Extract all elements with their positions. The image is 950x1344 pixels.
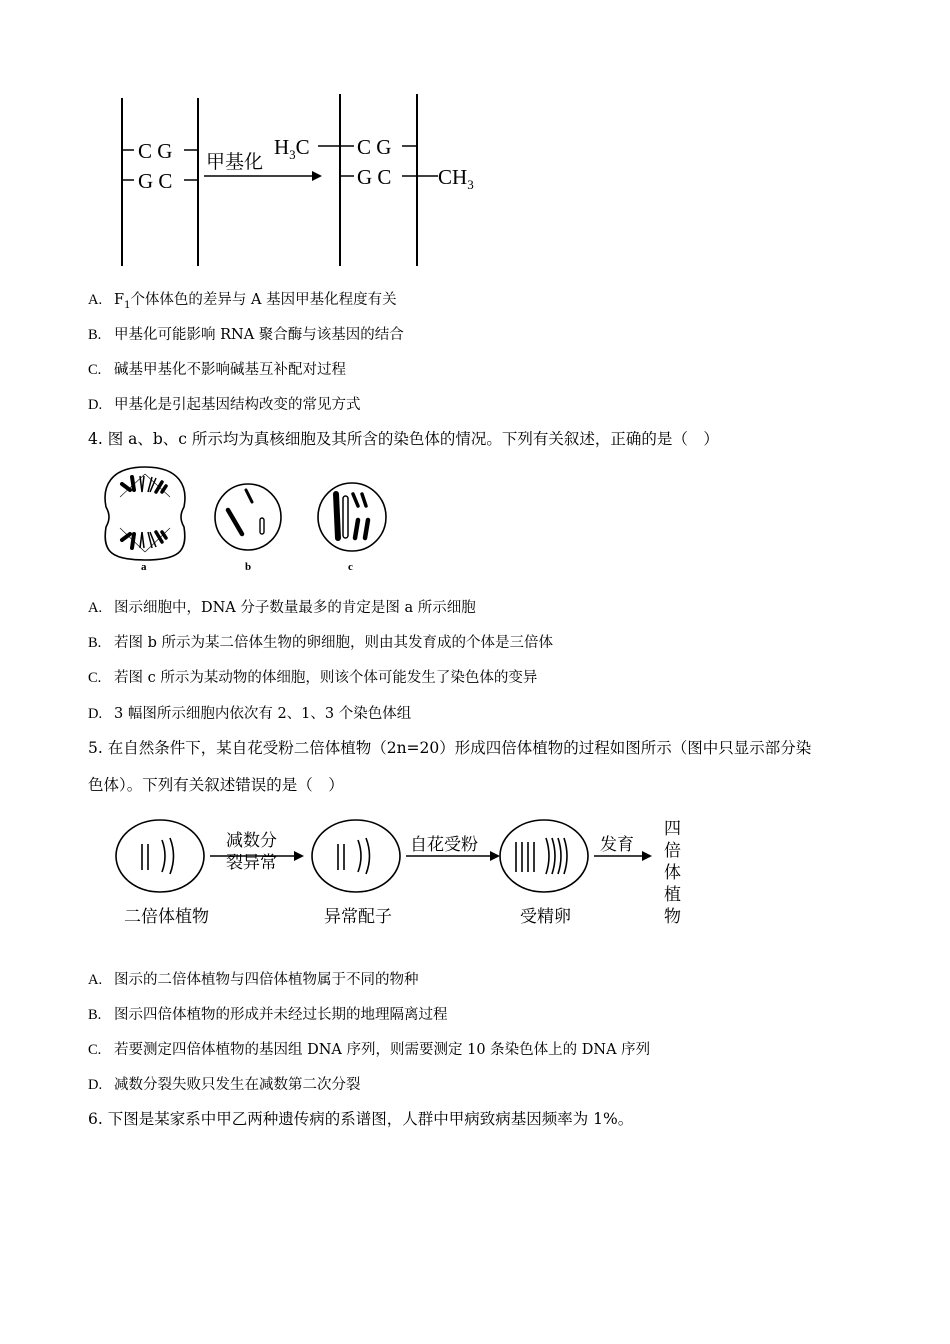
q5-stem-line2: 色体）。下列有关叙述错误的是（ ） bbox=[88, 776, 344, 794]
arrow3-label: 发育 bbox=[600, 835, 634, 855]
q5-option-c: C. 若要测定四倍体植物的基因组 DNA 序列，则需要测定 10 条染色体上的 DNA 序列 bbox=[88, 1042, 651, 1058]
gamete-chromosomes bbox=[338, 838, 370, 874]
cell-c-chromosome-5 bbox=[355, 520, 358, 538]
diploid-label: 二倍体植物 bbox=[124, 907, 209, 927]
cell-c-chromosome-6 bbox=[365, 520, 368, 538]
cell-b-chromosome-short-1 bbox=[246, 490, 252, 502]
q3-option-b: B. 甲基化可能影响 RNA 聚合酶与该基因的结合 bbox=[88, 327, 404, 343]
arrow1-line1: 减数分 bbox=[226, 831, 277, 851]
arrow2-label: 自花受粉 bbox=[410, 835, 478, 855]
zygote-cell bbox=[500, 820, 588, 892]
right-pair-bottom: G C bbox=[357, 165, 392, 189]
q4-cell-figure bbox=[100, 462, 400, 574]
zygote-chromosomes bbox=[516, 838, 567, 874]
q5-process-figure bbox=[110, 812, 700, 934]
fig-label-c: c bbox=[348, 561, 353, 573]
q4-stem: 4. 图 a、b、c 所示均为真核细胞及其所含的染色体的情况。下列有关叙述，正确的是（ ） bbox=[88, 430, 719, 448]
cell-c-chromosome-4 bbox=[362, 494, 366, 506]
cell-c-chromosome-1 bbox=[336, 494, 338, 538]
q5-stem-line1: 5. 在自然条件下，某自花受粉二倍体植物（2n=20）形成四倍体植物的过程如图所示（图中只显示部分染 bbox=[88, 739, 812, 757]
q3-option-d: D. 甲基化是引起基因结构改变的常见方式 bbox=[88, 397, 361, 413]
q5-option-a: A. 图示的二倍体植物与四倍体植物属于不同的物种 bbox=[88, 972, 419, 988]
ch3-group: $CH_3$ bbox=[438, 165, 474, 192]
methylation-diagram bbox=[100, 88, 500, 273]
diploid-chromosomes bbox=[142, 838, 174, 874]
left-pair-top: C G bbox=[138, 139, 173, 163]
cell-c-chromosome-3 bbox=[353, 494, 358, 506]
svg-text:体: 体 bbox=[664, 863, 681, 883]
q6-stem: 6. 下图是某家系中甲乙两种遗传病的系谱图，人群中甲病致病基因频率为 1%。 bbox=[88, 1110, 634, 1128]
q4-option-a: A. 图示细胞中，DNA 分子数量最多的肯定是图 a 所示细胞 bbox=[88, 600, 476, 616]
cell-b-chromosome-long bbox=[228, 510, 242, 534]
svg-text:物: 物 bbox=[664, 907, 681, 927]
q4-option-c: C. 若图 c 所示为某动物的体细胞，则该个体可能发生了染色体的变异 bbox=[88, 670, 538, 686]
q4-option-b: B. 若图 b 所示为某二倍体生物的卵细胞，则由其发育成的个体是三倍体 bbox=[88, 635, 553, 651]
q4-option-d: D. 3 幅图所示细胞内依次有 2、1、3 个染色体组 bbox=[88, 706, 412, 722]
h3c-group: $H_3C$ bbox=[274, 135, 310, 162]
arrow1-line2: 裂异常 bbox=[226, 853, 277, 873]
q5-option-b: B. 图示四倍体植物的形成并未经过长期的地理隔离过程 bbox=[88, 1007, 448, 1023]
cell-a-chromosomes-bottom bbox=[120, 528, 170, 552]
cell-c-chromosome-2 bbox=[343, 496, 348, 538]
zygote-label: 受精卵 bbox=[520, 907, 571, 927]
gamete-label: 异常配子 bbox=[324, 907, 392, 927]
left-pair-bottom: G C bbox=[138, 169, 173, 193]
q3-option-a: A. $F_1$个体体色的差异与 A 基因甲基化程度有关 bbox=[88, 292, 397, 311]
q3-option-c: C. 碱基甲基化不影响碱基互补配对过程 bbox=[88, 362, 346, 378]
arrow-label-methylation: 甲基化 bbox=[206, 151, 264, 173]
q5-option-d: D. 减数分裂失败只发生在减数第二次分裂 bbox=[88, 1077, 361, 1093]
svg-text:倍: 倍 bbox=[664, 841, 681, 861]
fig-label-b: b bbox=[245, 561, 252, 573]
cell-b-chromosome-short-2 bbox=[260, 518, 264, 534]
cell-a-chromosomes-top bbox=[120, 474, 170, 497]
right-pair-top: C G bbox=[357, 135, 392, 159]
fig-label-a: a bbox=[141, 561, 147, 573]
svg-text:四: 四 bbox=[664, 819, 681, 839]
diploid-cell bbox=[116, 820, 204, 892]
tetraploid-label bbox=[664, 819, 681, 927]
gamete-cell bbox=[312, 820, 400, 892]
cell-a bbox=[105, 467, 185, 560]
svg-text:植: 植 bbox=[664, 885, 681, 905]
